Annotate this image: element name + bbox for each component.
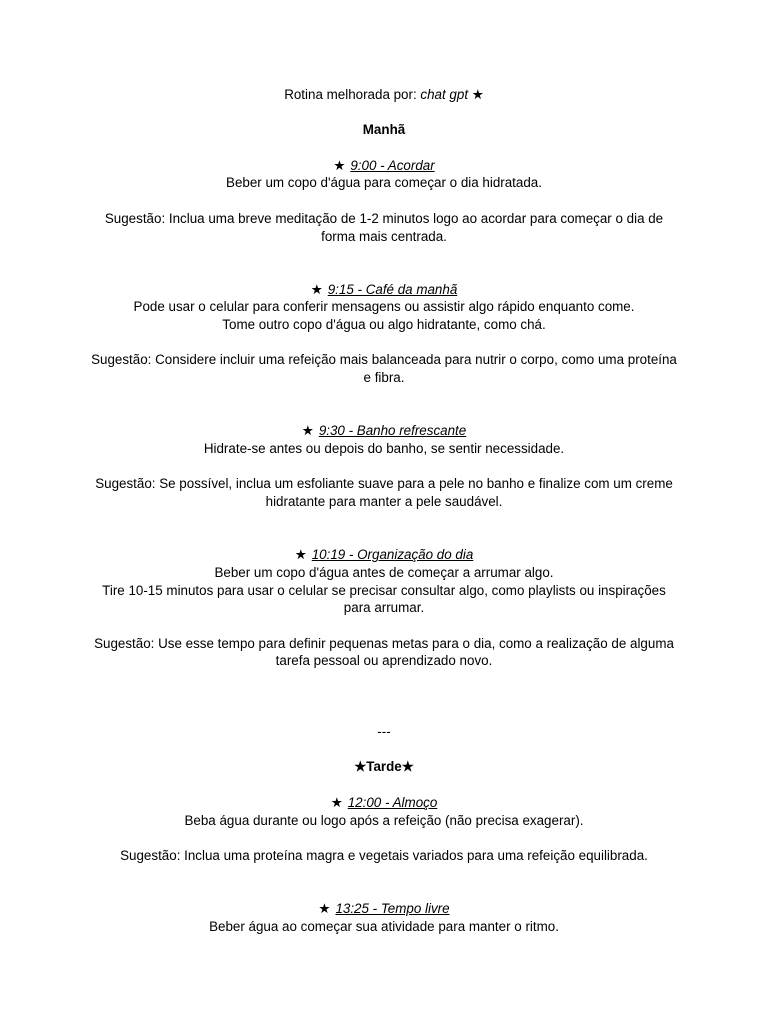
time-label: 9:30 - Banho refrescante bbox=[318, 423, 467, 439]
schedule-item-almoco bbox=[90, 794, 678, 865]
item-text: Tome outro copo d'água ou algo hidratante, como chá. bbox=[222, 317, 546, 333]
item-text: Beber um copo d'água para começar o dia hidratada. bbox=[226, 175, 542, 191]
suggestion-text: Sugestão: Inclua uma breve meditação de 1-2 minutos logo ao acordar para começar o dia de forma mais centrada. bbox=[104, 210, 664, 244]
item-text: Hidrate-se antes ou depois do banho, se sentir necessidade. bbox=[203, 440, 565, 456]
star-icon: ★ bbox=[471, 87, 484, 102]
time-heading bbox=[318, 901, 449, 916]
time-label: 9:15 - Café da manhã bbox=[327, 281, 458, 297]
suggestion-text: Sugestão: Inclua uma proteína magra e vegetais variados para uma refeição equilibrada. bbox=[120, 847, 648, 863]
time-label: 10:19 - Organização do dia bbox=[311, 547, 474, 563]
title-author: chat gpt bbox=[420, 87, 469, 102]
suggestion-text: Sugestão: Considere incluir uma refeição mais balanceada para nutrir o corpo, como uma proteína e fibra. bbox=[91, 352, 677, 386]
afternoon-heading: ★Tarde★ bbox=[354, 759, 414, 775]
time-heading bbox=[311, 282, 458, 297]
section-divider: --- bbox=[377, 724, 391, 740]
schedule-item-acordar bbox=[90, 157, 678, 246]
morning-heading: Manhã bbox=[362, 122, 406, 138]
star-icon: ★ bbox=[310, 281, 323, 297]
schedule-item-tempo-livre bbox=[90, 900, 678, 935]
page-title bbox=[90, 86, 678, 104]
document-page bbox=[90, 86, 678, 935]
schedule-item-cafe-da-manha bbox=[90, 281, 678, 387]
item-text: Beber um copo d'água antes de começar a arrumar algo. bbox=[214, 564, 554, 580]
time-label: 13:25 - Tempo livre bbox=[335, 901, 450, 917]
time-heading bbox=[302, 423, 466, 438]
schedule-item-banho bbox=[90, 422, 678, 511]
time-heading bbox=[331, 795, 438, 810]
star-icon: ★ bbox=[333, 157, 346, 173]
star-icon: ★ bbox=[330, 794, 343, 810]
title-prefix: Rotina melhorada por: bbox=[284, 87, 421, 102]
time-heading bbox=[295, 547, 474, 562]
schedule-item-organizacao bbox=[90, 546, 678, 670]
item-text: Pode usar o celular para conferir mensagens ou assistir algo rápido enquanto come. bbox=[133, 299, 635, 315]
star-icon: ★ bbox=[318, 901, 331, 917]
time-heading bbox=[333, 158, 434, 173]
suggestion-text: Sugestão: Se possível, inclua um esfoliante suave para a pele no banho e finalize com um creme hidratante para manter a pele saudável. bbox=[95, 476, 673, 510]
star-icon: ★ bbox=[294, 547, 307, 563]
time-label: 9:00 - Acordar bbox=[350, 157, 435, 173]
star-icon: ★ bbox=[301, 423, 314, 439]
time-label: 12:00 - Almoço bbox=[347, 794, 438, 810]
item-text: Beber água ao começar sua atividade para manter o ritmo. bbox=[209, 918, 559, 934]
suggestion-text: Sugestão: Use esse tempo para definir pequenas metas para o dia, como a realização de alguma tarefa pessoal ou aprendizado novo. bbox=[94, 635, 674, 669]
item-text: Beba água durante ou logo após a refeição (não precisa exagerar). bbox=[184, 812, 584, 828]
item-text: Tire 10-15 minutos para usar o celular se precisar consultar algo, como playlists ou inspirações para arrumar. bbox=[102, 582, 666, 616]
